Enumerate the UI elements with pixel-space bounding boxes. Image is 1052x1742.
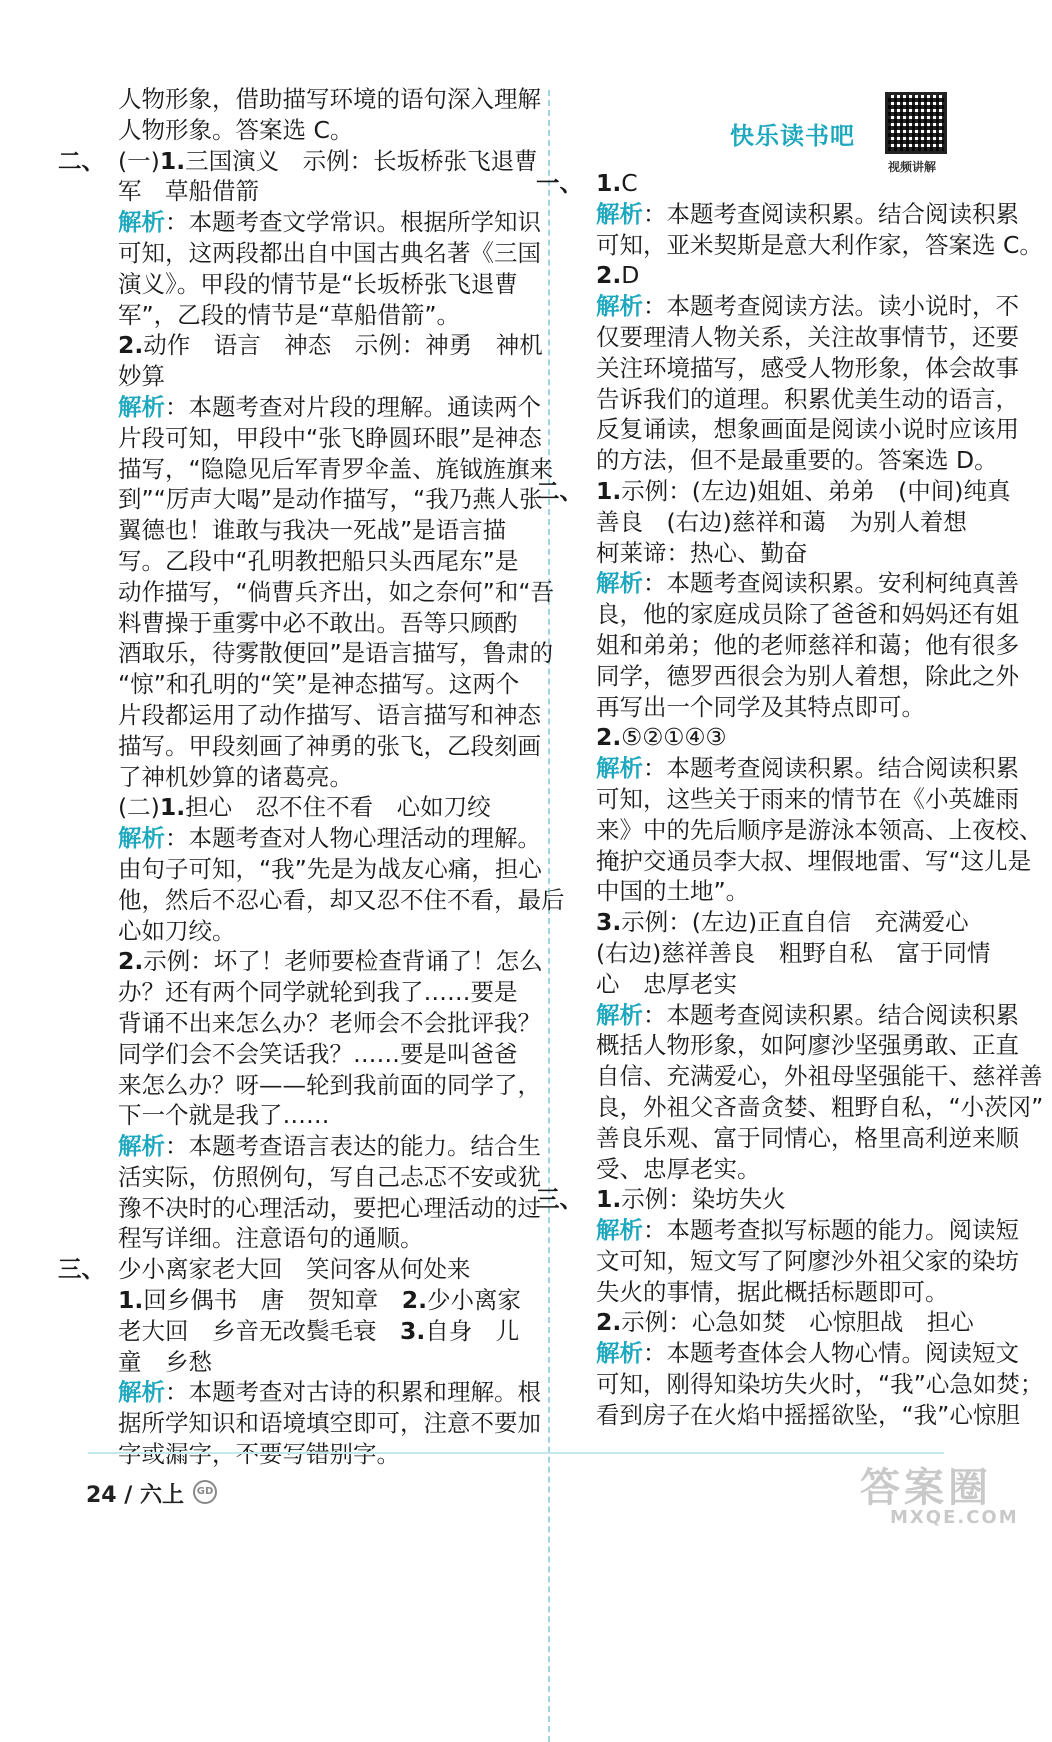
text-line	[566, 1030, 1019, 1061]
text-line	[88, 238, 541, 269]
line-text: 童 乡愁	[118, 1347, 212, 1376]
text-line	[566, 599, 1019, 630]
line-text: (右边)慈祥善良 粗野自私 富于同情	[596, 938, 991, 967]
watermark-text: 答案圈	[860, 1465, 992, 1511]
line-text: 字或漏字，不要写错别字。	[118, 1440, 400, 1469]
text-line	[566, 661, 1019, 692]
line-text: 中国的土地”。	[596, 877, 750, 906]
analysis-tag: 解析	[596, 1216, 643, 1245]
text-line	[88, 1193, 541, 1224]
text-line	[88, 700, 541, 731]
part-label: (二)	[118, 793, 160, 822]
line-text: ：本题考查对人物心理活动的理解。	[165, 824, 541, 853]
text-line	[88, 300, 516, 331]
text-line	[566, 1277, 994, 1308]
text-line	[88, 423, 542, 454]
line-text: 仅要理清人物关系，关注故事情节，还要	[596, 322, 1019, 351]
text-line	[88, 84, 541, 115]
line-text: 失火的事情，据此概括标题即可。	[596, 1277, 949, 1306]
text-line	[566, 538, 994, 569]
line-text: 心如刀绞。	[118, 916, 236, 945]
line-text: “惊”和孔明的“笑”是神态描写。这两个	[118, 670, 520, 699]
text-line	[88, 115, 516, 146]
line-text: 军 草船借箭	[118, 177, 259, 206]
line-text: 军”，乙段的情节是“草船借箭”。	[118, 300, 461, 329]
text-line	[88, 1408, 541, 1439]
text-line	[88, 392, 541, 423]
text-line	[566, 445, 998, 476]
question-number: 2.	[118, 947, 144, 976]
text-line	[566, 907, 994, 938]
text-line	[88, 1285, 522, 1316]
text-line	[88, 1316, 520, 1347]
line-text: 善良 (右边)慈祥和蔼 为别人着想	[596, 507, 967, 536]
line-text: 妙算	[118, 362, 165, 391]
line-text: ：本题考查拟写标题的能力。阅读短	[643, 1216, 1019, 1245]
line-text: 酒取乐，待雾散便回”是语言描写，鲁肃的	[118, 639, 554, 668]
text-line	[536, 476, 1011, 507]
line-text: 程写详细。注意语句的通顺。	[118, 1224, 424, 1253]
text-line	[88, 762, 516, 793]
line-text: ：本题考查阅读积累。安利柯纯真善	[643, 569, 1019, 598]
line-text: 概括人物形象，如阿廖沙坚强勇敢、正直	[596, 1031, 1019, 1060]
text-line	[566, 1369, 1044, 1400]
question-number: 1.	[118, 1286, 144, 1315]
line-text: 可知，刚得知染坊失火时，“我”心急如焚；	[596, 1370, 1044, 1399]
line-text: 来怎么办？呀——轮到我前面的同学了，	[118, 1070, 541, 1099]
text-line	[566, 384, 1019, 415]
line-text: 可知，这些关于雨来的情节在《小英雄雨	[596, 784, 1019, 813]
header-title: 快乐读书吧	[730, 122, 855, 150]
text-line	[88, 577, 555, 608]
text-line	[566, 353, 1019, 384]
text-line	[88, 361, 516, 392]
text-line	[88, 731, 541, 762]
text-line	[88, 1347, 516, 1378]
analysis-tag: 解析	[596, 199, 643, 228]
line-text: ：本题考查阅读积累。结合阅读积累	[643, 1000, 1019, 1029]
line-text: 下一个就是我了……	[118, 1101, 330, 1130]
qr-code-icon[interactable]	[885, 92, 947, 154]
line-text: 由句子可知，“我”先是为战友心痛，担心	[118, 854, 542, 883]
line-text: 示例：染坊失火	[621, 1185, 786, 1214]
part-label: (一)	[118, 146, 160, 175]
analysis-tag: 解析	[118, 1132, 165, 1161]
text-line	[88, 207, 541, 238]
text-line	[88, 854, 542, 885]
line-text: 了神机妙算的诸葛亮。	[118, 762, 353, 791]
line-text: 良，他的家庭成员除了爸爸和妈妈还有姐	[596, 600, 1019, 629]
text-line	[88, 608, 516, 639]
line-text: 自身 儿	[425, 1316, 520, 1345]
section-label: 一、	[536, 169, 583, 197]
text-line	[566, 1123, 1019, 1154]
text-line	[88, 1162, 541, 1193]
line-text: 演义》。甲段的情节是“长坂桥张飞退曹	[118, 269, 518, 298]
line-text: 善良乐观、富于同情心，格里高利逆来顺	[596, 1123, 1019, 1152]
line-text: 动作 语言 神态 示例：神勇 神机	[143, 331, 543, 360]
text-line	[566, 1061, 1043, 1092]
line-text: 再写出一个同学及其特点即可。	[596, 692, 925, 721]
text-line	[566, 322, 1019, 353]
line-text: 示例：坏了！老师要检查背诵了！怎么	[143, 947, 543, 976]
question-number: 2.	[401, 1286, 428, 1315]
question-number: 2.	[596, 1308, 622, 1337]
text-line	[536, 1184, 994, 1215]
line-text: 回乡偶书 唐 贺知章	[143, 1286, 402, 1315]
text-line	[88, 1223, 516, 1254]
text-line	[566, 507, 994, 538]
question-number: 1.	[159, 146, 186, 175]
text-line	[566, 1307, 994, 1338]
left-column	[58, 84, 565, 1470]
text-line	[566, 1400, 1020, 1431]
text-line	[566, 230, 1043, 261]
text-line	[566, 414, 1019, 445]
text-line	[88, 1100, 516, 1131]
text-line	[566, 630, 1019, 661]
line-text: ：本题考查阅读积累。结合阅读积累	[643, 199, 1019, 228]
text-line	[566, 722, 994, 753]
line-text: 料曹操于重雾中必不敢出。吾等只顾酌	[118, 608, 518, 637]
line-text: 背诵不出来怎么办？老师会不会批评我？	[118, 1008, 541, 1037]
section-header	[730, 116, 855, 151]
line-text: 姐和弟弟；他的老师慈祥和蔼；他有很多	[596, 630, 1019, 659]
line-text: 人物形象，借助描写环境的语句深入理解	[118, 85, 541, 113]
text-line	[566, 568, 1019, 599]
line-text: C	[621, 169, 638, 197]
text-line	[566, 1338, 1019, 1369]
line-text: ：本题考查阅读方法。读小说时，不	[643, 292, 1019, 321]
line-text: ：本题考查对片段的理解。通读两个	[165, 392, 541, 421]
analysis-tag: 解析	[118, 1378, 165, 1407]
line-text: 活实际，仿照例句，写自己忐忑不安或犹	[118, 1162, 541, 1191]
line-text: 受、忠厚老实。	[596, 1154, 761, 1183]
question-number: 2.	[118, 331, 144, 360]
line-text: 办？还有两个同学就轮到我了……要是	[118, 978, 518, 1007]
line-text: 关注环境描写，感受人物形象，体会故事	[596, 353, 1019, 382]
question-number: 1.	[159, 793, 186, 822]
text-line	[88, 330, 543, 361]
line-text: 据所学知识和语境填空即可，注意不要加	[118, 1409, 541, 1438]
text-line	[88, 269, 516, 300]
text-line	[566, 938, 994, 969]
section-label: 二、	[58, 146, 105, 175]
analysis-tag: 解析	[118, 208, 165, 237]
line-text: 自信、充满爱心，外祖母坚强能干、慈祥善	[596, 1062, 1043, 1091]
line-text: 示例：心急如焚 心惊胆战 担心	[621, 1308, 974, 1337]
text-line	[566, 784, 1019, 815]
text-line	[566, 969, 994, 1000]
line-text: 掩护交通员李大叔、埋假地雷、写“这儿是	[596, 846, 1032, 875]
text-line	[566, 876, 994, 907]
line-text: 的方法，但不是最重要的。答案选 D。	[596, 446, 998, 475]
text-line	[88, 1439, 516, 1470]
line-text: ：本题考查语言表达的能力。结合生	[165, 1132, 541, 1161]
question-number: 1.	[596, 476, 622, 505]
column-divider	[548, 90, 550, 1742]
line-text: 少小离家老大回 笑问客从何处来	[118, 1255, 471, 1284]
text-line	[566, 1215, 1019, 1246]
analysis-tag: 解析	[596, 1339, 643, 1368]
text-line	[88, 1377, 541, 1408]
line-text: ：本题考查对古诗的积累和理解。根	[165, 1378, 541, 1407]
text-line	[88, 916, 516, 947]
watermark-logo	[860, 1456, 1040, 1532]
line-text: 反复诵读，想象画面是阅读小说时应该用	[596, 415, 1019, 444]
text-line	[566, 291, 1019, 322]
line-text: ⑤②①④③	[621, 723, 727, 752]
line-text: 良，外祖父吝啬贪婪、粗野自私，“小茨冈”	[596, 1092, 1044, 1121]
qr-label: 视频讲解	[888, 160, 937, 174]
line-text: 描写。甲段刻画了神勇的张飞，乙段刻画	[118, 731, 541, 760]
text-line	[566, 1246, 1019, 1277]
text-line	[536, 168, 994, 199]
line-text: 到”“厉声大喝”是动作描写，“我乃燕人张	[118, 485, 543, 514]
analysis-tag: 解析	[118, 824, 165, 853]
line-text: ：本题考查体会人物心情。阅读短文	[643, 1339, 1019, 1368]
line-text: 老大回 乡音无改鬓毛衰	[118, 1316, 400, 1345]
footer-rule	[88, 1452, 944, 1454]
line-text: 三国演义 示例：长坂桥张飞退曹	[185, 146, 538, 175]
line-text: 他，然后不忍心看，却又忍不住不看，最后	[118, 885, 565, 914]
text-line	[88, 515, 516, 546]
line-text: 文可知，短文写了阿廖沙外祖父家的染坊	[596, 1246, 1019, 1275]
page-number: 24 / 六上	[86, 1483, 184, 1508]
text-line	[566, 260, 994, 291]
right-column	[536, 168, 1044, 1431]
text-line	[88, 792, 516, 823]
analysis-tag: 解析	[596, 1000, 643, 1029]
edition-badge: GD	[193, 1480, 217, 1504]
question-number: 3.	[596, 908, 622, 937]
line-text: 动作描写，“倘曹兵齐出，如之奈何”和“吾	[118, 577, 555, 606]
text-line	[88, 1039, 516, 1070]
line-text: 翼德也！谁敢与我决一死战”是语言描	[118, 516, 507, 545]
watermark-url: MXQE.COM	[890, 1507, 1019, 1528]
text-line	[88, 669, 520, 700]
section-label: 二、	[536, 476, 583, 505]
line-text: 少小离家	[427, 1286, 522, 1315]
text-line	[566, 1092, 1044, 1123]
section-label: 三、	[536, 1185, 583, 1214]
text-line	[88, 176, 516, 207]
text-line	[88, 484, 543, 515]
text-line	[58, 146, 538, 177]
text-line	[88, 1131, 541, 1162]
line-text: 示例：(左边)正直自信 充满爱心	[621, 908, 969, 937]
text-line	[566, 753, 1019, 784]
text-line	[566, 1154, 994, 1185]
section-label: 三、	[58, 1255, 105, 1284]
line-text: 担心 忍不住不看 心如刀绞	[185, 793, 491, 822]
line-text: 人物形象。答案选 C。	[118, 115, 354, 144]
text-line	[566, 692, 994, 723]
line-text: 可知，亚米契斯是意大利作家，答案选 C。	[596, 230, 1043, 259]
line-text: 可知，这两段都出自中国古典名著《三国	[118, 238, 541, 267]
line-text: 同学们会不会笑话我？……要是叫爸爸	[118, 1039, 518, 1068]
line-text: 心 忠厚老实	[596, 969, 737, 998]
line-text: 来》中的先后顺序是游泳本领高、上夜校、	[596, 815, 1043, 844]
text-line	[88, 454, 554, 485]
analysis-tag: 解析	[118, 392, 165, 421]
line-text: 豫不决时的心理活动，要把心理活动的过	[118, 1193, 541, 1222]
analysis-tag: 解析	[596, 292, 643, 321]
text-line	[88, 885, 565, 916]
question-number: 3.	[400, 1316, 426, 1345]
text-line	[88, 823, 541, 854]
line-text: 写。乙段中“孔明教把船只头西尾东”是	[118, 546, 519, 575]
question-number: 1.	[596, 1185, 622, 1214]
text-line	[88, 977, 516, 1008]
text-line	[88, 638, 554, 669]
analysis-tag: 解析	[596, 569, 643, 598]
text-line	[88, 946, 543, 977]
text-line	[566, 815, 1043, 846]
question-number: 2.	[596, 723, 622, 752]
text-line	[88, 1008, 541, 1039]
text-line	[566, 846, 1032, 877]
line-text: 描写，“隐隐见后军青罗伞盖、旄钺旌旗来	[118, 454, 554, 483]
text-line	[566, 199, 1019, 230]
text-line	[58, 1254, 516, 1285]
line-text: ：本题考查文学常识。根据所学知识	[165, 208, 541, 237]
text-line	[566, 1000, 1019, 1031]
line-text: 片段可知，甲段中“张飞睁圆环眼”是神态	[118, 423, 542, 452]
line-text: 同学，德罗西很会为别人着想，除此之外	[596, 661, 1019, 690]
text-line	[88, 546, 519, 577]
line-text: 告诉我们的道理。积累优美生动的语言，	[596, 384, 1019, 413]
line-text: D	[621, 261, 640, 290]
question-number: 2.	[596, 261, 622, 290]
line-text: 片段都运用了动作描写、语言描写和神态	[118, 700, 541, 729]
line-text: 示例：(左边)姐姐、弟弟 (中间)纯真	[621, 476, 1011, 505]
line-text: 柯莱谛：热心、勤奋	[596, 538, 808, 567]
line-text: 看到房子在火焰中摇摇欲坠，“我”心惊胆	[596, 1400, 1020, 1429]
analysis-tag: 解析	[596, 754, 643, 783]
line-text: ：本题考查阅读积累。结合阅读积累	[643, 754, 1019, 783]
question-number: 1.	[596, 169, 622, 197]
text-line	[88, 1070, 541, 1101]
